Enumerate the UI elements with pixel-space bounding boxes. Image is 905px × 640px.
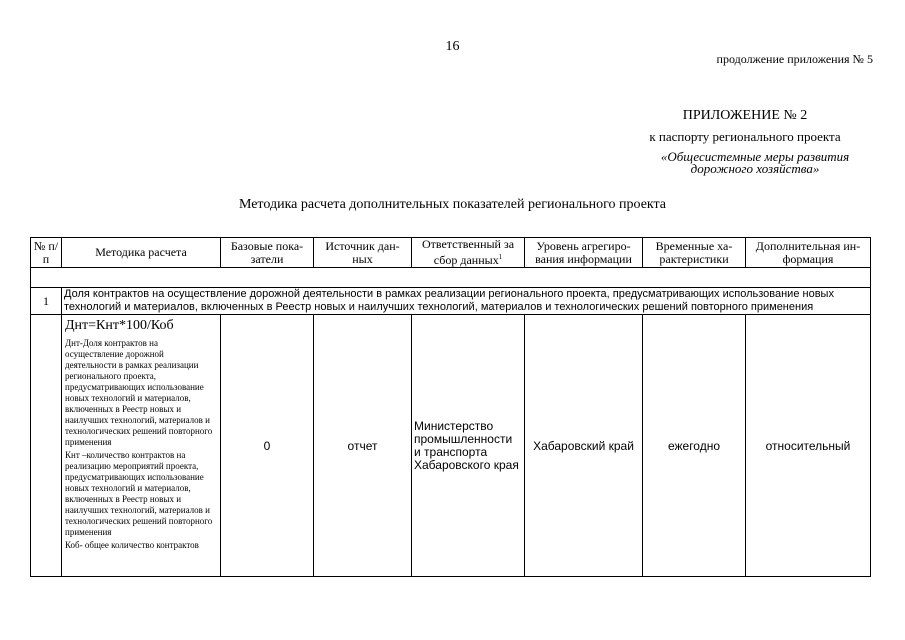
definition-kob: Коб- общее количество контрактов <box>65 540 199 550</box>
table-header-row <box>31 238 871 268</box>
page-number: 16 <box>445 39 460 54</box>
table-row <box>31 315 871 577</box>
data-source-cell: отчет <box>314 315 412 577</box>
project-name: «Общесистемные меры развития дорожного хозяйства» <box>660 149 850 176</box>
additional-info-cell: относительный <box>746 315 871 577</box>
spacer-cell <box>31 268 871 288</box>
col-header-responsible <box>412 238 525 268</box>
aggregation-cell: Хабаровский край <box>525 315 643 577</box>
col-header-method: Методика расчета <box>62 238 221 268</box>
indicator-row <box>31 288 871 315</box>
methodology-table <box>30 237 871 577</box>
document-title: Методика расчета дополнительных показателей регионального проекта <box>238 197 667 212</box>
indicator-name: Доля контрактов на осуществление дорожной деятельности в рамках реализации регионального проекта, предусматривающих использование новых технологий и материалов, включенных в Реестр новых и наилучших технологий, материалов и технологических решений повторного применения <box>62 288 871 315</box>
appendix-title: ПРИЛОЖЕНИЕ № 2 <box>682 108 808 123</box>
method-cell <box>62 315 221 577</box>
col-header-source: Источник дан-ных <box>314 238 412 268</box>
col-header-time: Временные ха-рактеристики <box>643 238 746 268</box>
definition-knt: Кнт –количество контрактов на реализацию мероприятий проекта, предусматривающих использование новых технологий и материалов, включенных в Реестр новых и наилучших технологий, материалов и технологических решений повторного применения <box>65 450 213 537</box>
formula: Днт=Кнт*100/Коб <box>65 318 174 333</box>
time-cell: ежегодно <box>643 315 746 577</box>
definition-dnt: Днт-Доля контрактов на осуществление дорожной деятельности в рамках реализации регионального проекта, предусматривающих использование новых технологий и материалов, включенных в Реестр новых и наилучших технологий, материалов и технологических решений повторного применения <box>65 338 213 447</box>
col-header-number: № п/п <box>31 238 62 268</box>
spacer-row <box>31 268 871 288</box>
indicator-number: 1 <box>31 288 62 315</box>
row-number-cell <box>31 315 62 577</box>
col-header-responsible-label: Ответственный за сбор данных <box>421 237 515 267</box>
base-value-cell: 0 <box>221 315 314 577</box>
appendix-subtitle: к паспорту регионального проекта <box>649 129 841 144</box>
col-header-aggregation: Уровень агрегиро-вания информации <box>525 238 643 268</box>
responsible-cell: Министерство промышленности и транспорта Хабаровского края <box>412 315 525 577</box>
footnote-mark: 1 <box>498 253 503 261</box>
continuation-note: продолжение приложения № 5 <box>716 52 873 66</box>
col-header-additional: Дополнительная ин-формация <box>746 238 871 268</box>
col-header-base: Базовые пока-затели <box>221 238 314 268</box>
